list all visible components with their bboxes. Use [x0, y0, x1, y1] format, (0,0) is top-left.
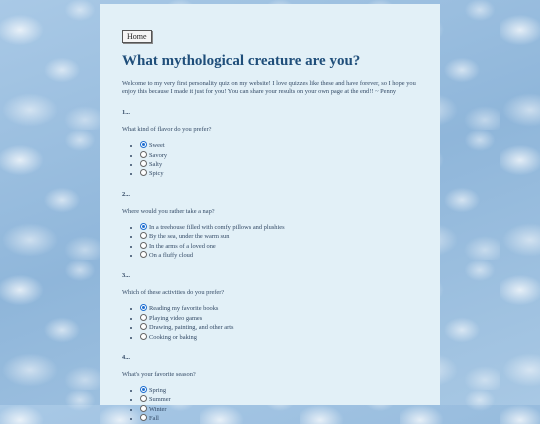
options-list [122, 141, 418, 179]
option-label[interactable]: By the sea, under the warm sun [149, 233, 230, 241]
options-list [122, 304, 418, 342]
question-text: Which of these activities do you prefer? [122, 289, 225, 297]
option-label[interactable]: Summer [149, 396, 171, 404]
option-item[interactable] [140, 232, 418, 241]
option-label[interactable]: Reading my favorite books [149, 305, 219, 313]
radio-button[interactable] [140, 242, 147, 249]
option-item[interactable] [140, 141, 418, 150]
radio-button-checked[interactable] [140, 223, 147, 230]
radio-button[interactable] [140, 232, 147, 239]
option-label[interactable]: Winter [149, 405, 167, 413]
quiz-page [100, 4, 440, 423]
radio-button[interactable] [140, 160, 147, 167]
radio-button[interactable] [140, 405, 147, 412]
option-label[interactable]: Fall [149, 415, 159, 423]
option-item[interactable] [140, 405, 418, 414]
page-title: What mythological creature are you? [122, 53, 361, 69]
question-block-3 [122, 272, 418, 342]
option-item[interactable] [140, 304, 418, 313]
option-item[interactable] [140, 333, 418, 342]
option-label[interactable]: Playing video games [149, 314, 203, 322]
options-list [122, 386, 418, 424]
option-label[interactable]: On a fluffy cloud [149, 252, 194, 260]
question-block-2 [122, 191, 418, 261]
option-item[interactable] [140, 151, 418, 160]
home-button[interactable]: Home [122, 30, 152, 43]
radio-button[interactable] [140, 323, 147, 330]
question-number: 4... [122, 354, 130, 362]
radio-button[interactable] [140, 414, 147, 421]
option-item[interactable] [140, 251, 418, 260]
option-item[interactable] [140, 414, 418, 423]
option-item[interactable] [140, 242, 418, 251]
option-item[interactable] [140, 169, 418, 178]
question-number: 3... [122, 272, 130, 280]
option-item[interactable] [140, 386, 418, 395]
intro-text: Welcome to my very first personality quiz on my website! I love quizzes like these and have forever, so I hope you enjoy this because I made it just for you! You can share your results on your own page at the end!! ~ Penny [122, 80, 416, 95]
question-number: 2... [122, 190, 130, 198]
radio-button[interactable] [140, 169, 147, 176]
radio-button[interactable] [140, 314, 147, 321]
option-label[interactable]: In the arms of a loved one [149, 242, 216, 250]
option-label[interactable]: In a treehouse filled with comfy pillows and plushies [149, 223, 285, 231]
option-item[interactable] [140, 160, 418, 169]
radio-button[interactable] [140, 251, 147, 258]
option-item[interactable] [140, 314, 418, 323]
radio-button-checked[interactable] [140, 304, 147, 311]
radio-button[interactable] [140, 333, 147, 340]
option-label[interactable]: Cooking or baking [149, 333, 197, 341]
option-label[interactable]: Savory [149, 151, 168, 159]
option-label[interactable]: Drawing, painting, and other arts [149, 324, 234, 332]
question-block-4 [122, 354, 418, 424]
question-number: 1... [122, 109, 130, 117]
option-label[interactable]: Spicy [149, 170, 164, 178]
question-text: What's your favorite season? [122, 371, 196, 379]
radio-button-checked[interactable] [140, 141, 147, 148]
option-label[interactable]: Sweet [149, 142, 165, 150]
question-block-1 [122, 109, 418, 179]
radio-button-checked[interactable] [140, 386, 147, 393]
radio-button[interactable] [140, 151, 147, 158]
question-text: What kind of flavor do you prefer? [122, 126, 212, 134]
option-item[interactable] [140, 223, 418, 232]
option-item[interactable] [140, 395, 418, 404]
options-list [122, 223, 418, 261]
option-item[interactable] [140, 323, 418, 332]
radio-button[interactable] [140, 395, 147, 402]
option-label[interactable]: Spring [149, 387, 167, 395]
question-text: Where would you rather take a nap? [122, 207, 215, 215]
option-label[interactable]: Salty [149, 161, 163, 168]
